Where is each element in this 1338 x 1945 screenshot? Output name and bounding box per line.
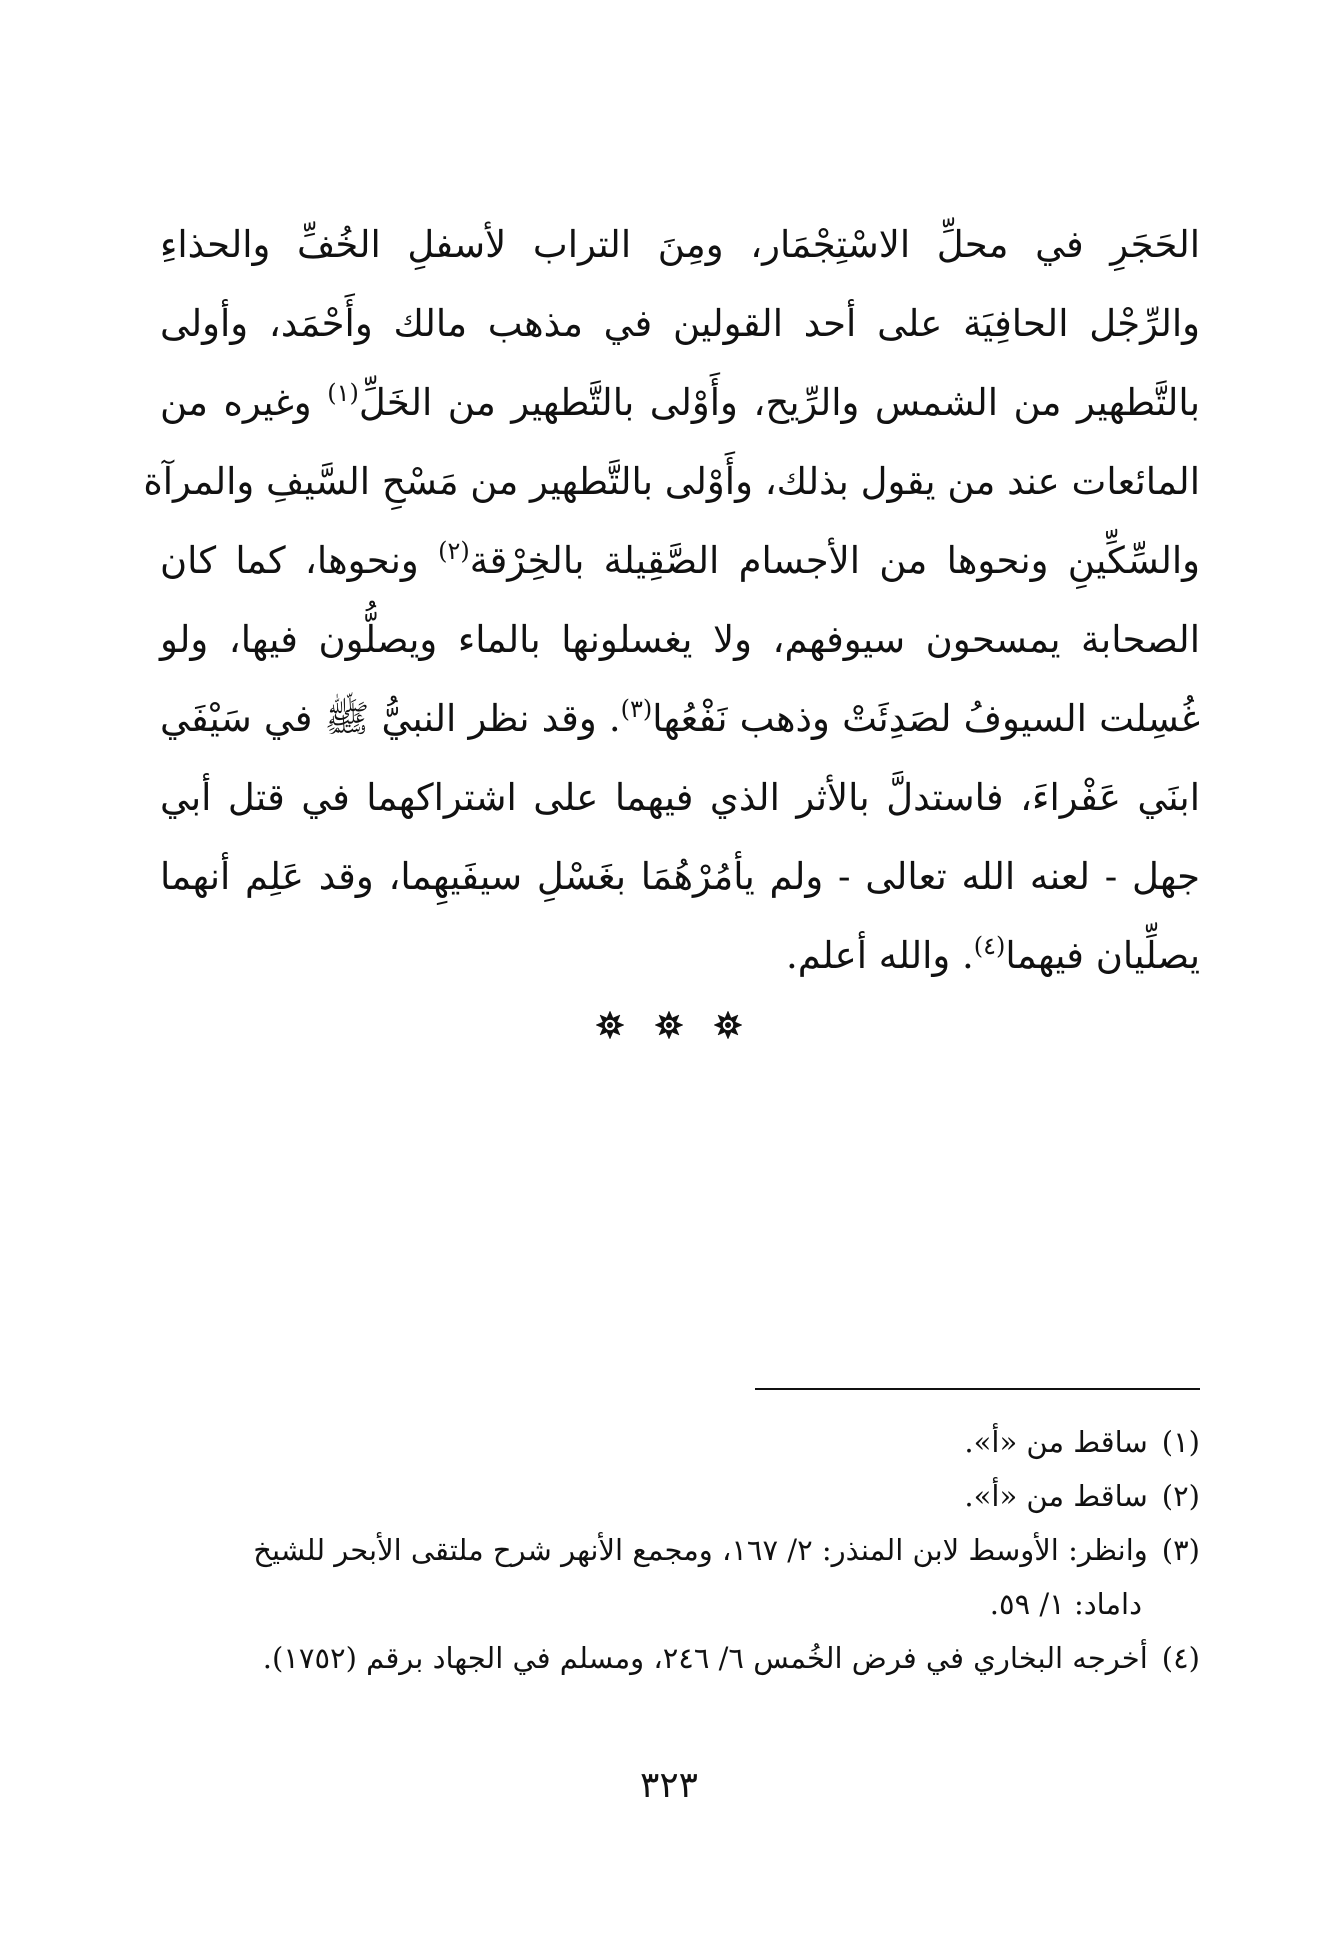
footnote-number: (٢)	[1161, 1479, 1200, 1513]
text-segment: ونحوها، كما كان	[160, 539, 439, 582]
text-line: والرِّجْل الحافِيَة على أحد القولين في مذهب مالك وأَحْمَد، وأولى	[160, 302, 1200, 345]
text-line	[160, 363, 1200, 442]
footnote-ref-3[interactable]: (٣)	[620, 695, 653, 723]
footnote-ref-1[interactable]: (١)	[327, 379, 359, 407]
footnote-separator	[755, 1388, 1200, 1390]
text-segment: وغيره من	[160, 381, 328, 424]
footnote-1	[160, 1415, 1200, 1469]
text-line	[160, 521, 1200, 600]
main-text-block	[143, 205, 1201, 995]
footnote-3-continuation: داماد: ١/ ٥٩.	[989, 1587, 1142, 1621]
text-line	[160, 916, 1200, 995]
footnote-3	[160, 1523, 1200, 1577]
section-divider-ornaments	[0, 1010, 1338, 1040]
footnote-text: أخرجه البخاري في فرض الخُمس ٦/ ٢٤٦، ومسلم في الجهاد برقم (١٧٥٢).	[262, 1641, 1148, 1675]
footnote-text: ساقط من «أ».	[964, 1425, 1148, 1459]
page-number: ٣٢٣	[639, 1765, 698, 1806]
text-segment: يصلِّيان فيهما	[1005, 934, 1200, 977]
footnote-text: وانظر: الأوسط لابن المنذر: ٢/ ١٦٧، ومجمع الأنهر شرح ملتقى الأبحر للشيخ	[253, 1533, 1148, 1567]
footnote-ref-4[interactable]: (٤)	[973, 932, 1006, 960]
footnote-2	[160, 1469, 1200, 1523]
footnote-number: (١)	[1161, 1425, 1200, 1459]
text-segment: والسِّكِّينِ ونحوها من الأجسام الصَّقِيلة بالخِرْقة	[469, 539, 1200, 582]
text-line: الصحابة يمسحون سيوفهم، ولا يغسلونها بالماء ويصلُّون فيها، ولو	[160, 618, 1200, 661]
text-segment: . وقد نظر النبيُّ ﷺ في سَيْفَي	[160, 697, 621, 740]
text-line: الحَجَرِ في محلِّ الاسْتِجْمَار، ومِنَ التراب لأسفلِ الخُفِّ والحذاءِ	[160, 223, 1200, 266]
text-segment: . والله أعلم.	[785, 934, 974, 977]
footnote-ref-2[interactable]: (٢)	[438, 537, 470, 565]
text-segment: بالتَّطهير من الشمس والرِّيح، وأَوْلى بالتَّطهير من الخَلِّ	[358, 381, 1200, 424]
ornamental-flower-icon	[654, 1010, 684, 1040]
text-line: ابنَي عَفْراءَ، فاستدلَّ بالأثر الذي فيهما على اشتراكهما في قتل أبي	[160, 776, 1200, 819]
footnote-4	[160, 1631, 1200, 1685]
text-line: جهل - لعنه الله تعالى - ولم يأمُرْهُمَا بغَسْلِ سيفَيهِما، وقد عَلِم أنهما	[160, 855, 1200, 898]
text-line	[160, 679, 1200, 758]
footnotes-block	[160, 1415, 1200, 1685]
text-line: المائعات عند من يقول بذلك، وأَوْلى بالتَّطهير من مَسْحِ السَّيفِ والمرآة	[143, 460, 1200, 503]
ornamental-flower-icon	[713, 1010, 743, 1040]
text-segment: غُسِلت السيوفُ لصَدِئَتْ وذهب نَفْعُها	[652, 697, 1201, 740]
footnote-text: ساقط من «أ».	[964, 1479, 1148, 1513]
footnote-number: (٣)	[1161, 1533, 1200, 1567]
footnote-number: (٤)	[1161, 1641, 1200, 1675]
ornamental-flower-icon	[595, 1010, 625, 1040]
